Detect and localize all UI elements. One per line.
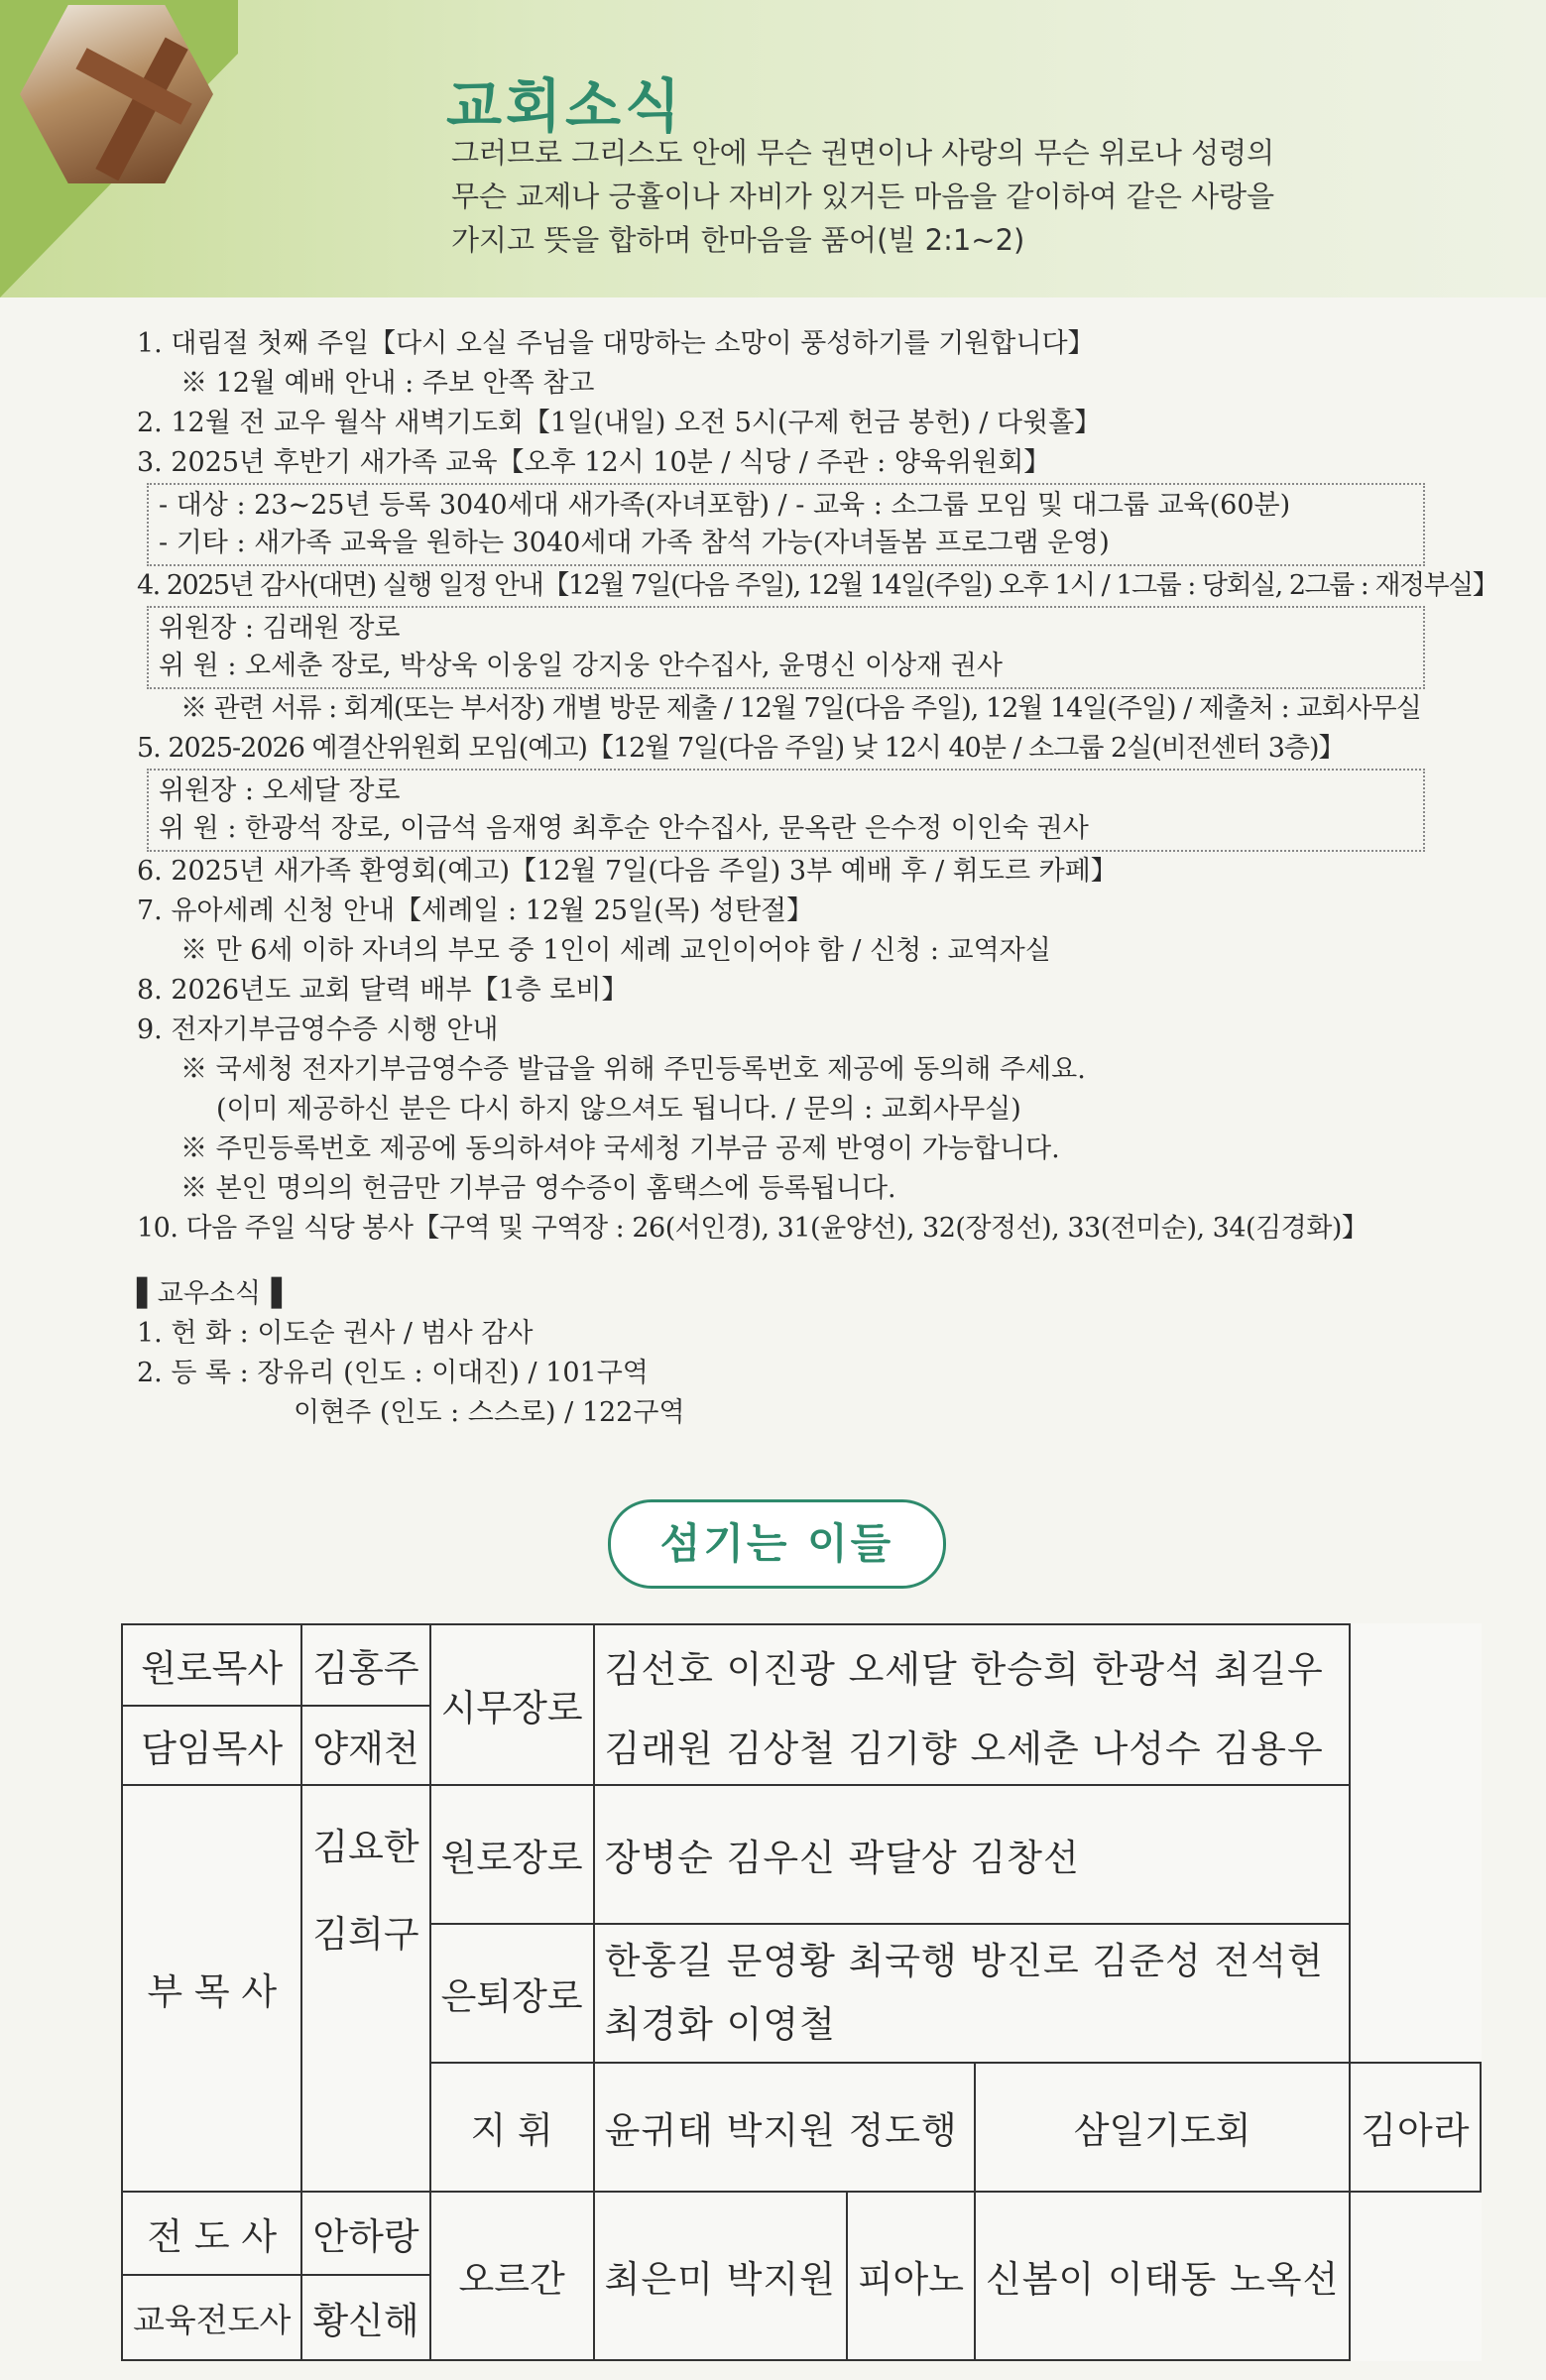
members-news-item: 이현주 (인도 : 스스로) / 122구역 (294, 1397, 685, 1428)
verse-line: 무슨 교제나 긍휼이나 자비가 있거든 마음을 같이하여 같은 사랑을 (451, 179, 1275, 213)
name-evangelist: 안하랑 (301, 2192, 429, 2275)
notice-detail-box (147, 769, 1425, 852)
name-senior-pastor: 양재천 (301, 1706, 429, 1785)
label-retired-elders: 은퇴장로 (430, 1924, 594, 2063)
label-active-elders: 시무장로 (430, 1624, 594, 1785)
notice-detail-box (147, 483, 1425, 566)
names-active-elders: 김래원 김상철 김기향 오세춘 나성수 김용우 (594, 1706, 1351, 1785)
church-news-list (137, 324, 1498, 1433)
label-piano: 피아노 (847, 2192, 975, 2360)
notice-note: (이미 제공하신 분은 다시 하지 않으셔도 됩니다. / 문의 : 교회사무실) (216, 1094, 1021, 1125)
names-associate-pastors (301, 1785, 429, 2192)
notice-note: ※ 관련 서류 : 회계(또는 부서장) 개별 방문 제출 / 12월 7일(다음 주일), 12월 14일(주일) / 제출처 : 교회사무실 (180, 693, 1421, 724)
members-news-item: 2. 등 록 : 장유리 (인도 : 이대진) / 101구역 (137, 1358, 649, 1388)
notice-note: ※ 본인 명의의 헌금만 기부금 영수증이 홈택스에 등록됩니다. (180, 1173, 896, 1204)
notice-detail-box (147, 606, 1425, 689)
names-active-elders: 김선호 이진광 오세달 한승희 한광석 최길우 (594, 1624, 1351, 1706)
staff-table (121, 1623, 1482, 2361)
notice-item: 3. 2025년 후반기 새가족 교육【오후 12시 10분 / 식당 / 주관 : 양육위원회】 (137, 447, 1051, 478)
notice-note: ※ 12월 예배 안내 : 주보 안쪽 참고 (180, 368, 595, 399)
name-education-evangelist: 황신해 (301, 2275, 429, 2360)
notice-item: 2. 12월 전 교우 월삭 새벽기도회【1일(내일) 오전 5시(구제 헌금 봉헌) / 다윗홀】 (137, 408, 1102, 438)
notice-item: 5. 2025-2026 예결산위원회 모임(예고)【12월 7일(다음 주일) 낮 12시 40분 / 소그룹 2실(비전센터 3층)】 (137, 733, 1345, 764)
associate-pastor-name: 김희구 (312, 1913, 419, 1956)
notice-item: 4. 2025년 감사(대면) 실행 일정 안내【12월 7일(다음 주일), 12월 14일(주일) 오후 1시 / 1그룹 : 당회실, 2그룹 : 재정부실】 (137, 570, 1498, 601)
notice-item: 10. 다음 주일 식당 봉사【구역 및 구역장 : 26(서인경), 31(윤양선), 32(장정선), 33(전미순), 34(김경화)】 (137, 1213, 1368, 1244)
notice-item: 6. 2025년 새가족 환영회(예고)【12월 7일(다음 주일) 3부 예배 후 / 휘도르 카페】 (137, 856, 1118, 887)
notice-detail: 위원장 : 오세달 장로 (159, 775, 401, 806)
notice-note: ※ 만 6세 이하 자녀의 부모 중 1인이 세례 교인이어야 함 / 신청 : 교역자실 (180, 935, 1051, 966)
members-news-heading: ▌교우소식▐ (137, 1278, 282, 1309)
bible-verse (451, 131, 1443, 262)
label-evangelist: 전 도 사 (122, 2192, 301, 2275)
verse-line: 가지고 뜻을 합하며 한마음을 품어(빌 2:1~2) (451, 223, 1025, 257)
notice-note: ※ 주민등록번호 제공에 동의하셔야 국세청 기부금 공제 반영이 가능합니다. (180, 1133, 1060, 1164)
label-conductor: 지 휘 (430, 2063, 594, 2192)
names-retired-elders (594, 1924, 1351, 2063)
label-organ: 오르간 (430, 2192, 594, 2360)
label-senior-pastor: 담임목사 (122, 1706, 301, 1785)
staff-section-title: 섬기는 이들 (608, 1499, 946, 1589)
names-organ: 최은미 박지원 (594, 2192, 847, 2360)
name-wednesday-prayer: 김아라 (1350, 2063, 1481, 2192)
notice-item: 8. 2026년도 교회 달력 배부【1층 로비】 (137, 975, 629, 1006)
notice-detail: 위 원 : 오세춘 장로, 박상욱 이웅일 강지웅 안수집사, 윤명신 이상재 권사 (159, 651, 1003, 681)
name-emeritus-pastor: 김홍주 (301, 1624, 429, 1706)
names-piano: 신봄이 이태동 노옥선 (975, 2192, 1350, 2360)
notice-note: ※ 국세청 전자기부금영수증 발급을 위해 주민등록번호 제공에 동의해 주세요. (180, 1054, 1086, 1085)
label-associate-pastor: 부 목 사 (122, 1785, 301, 2192)
page-title: 교회소식 (446, 72, 685, 140)
notice-detail: 위 원 : 한광석 장로, 이금석 음재영 최후순 안수집사, 문옥란 은수정 이인숙 권사 (159, 813, 1089, 844)
notice-detail: - 대상 : 23~25년 등록 3040세대 새가족(자녀포함) / - 교육 : 소그룹 모임 및 대그룹 교육(60분) (159, 490, 1291, 521)
label-wednesday-prayer: 삼일기도회 (975, 2063, 1350, 2192)
notice-detail: 위원장 : 김래원 장로 (159, 613, 401, 644)
members-news-item: 1. 헌 화 : 이도순 권사 / 범사 감사 (137, 1318, 534, 1349)
retired-elders-line: 한홍길 문영황 최국행 방진로 김준성 전석현 (604, 1940, 1324, 1982)
header-banner (0, 0, 1546, 298)
retired-elders-line: 최경화 이영철 (604, 2003, 836, 2046)
names-conductor: 윤귀태 박지원 정도행 (594, 2063, 975, 2192)
verse-line: 그러므로 그리스도 안에 무슨 권면이나 사랑의 무슨 위로나 성령의 (451, 136, 1275, 170)
names-emeritus-elders: 장병순 김우신 곽달상 김창선 (594, 1785, 1351, 1924)
notice-item: 9. 전자기부금영수증 시행 안내 (137, 1014, 499, 1045)
notice-item: 1. 대림절 첫째 주일【다시 오실 주님을 대망하는 소망이 풍성하기를 기원합니다】 (137, 328, 1095, 359)
spacer (137, 1249, 1426, 1274)
associate-pastor-name: 김요한 (312, 1826, 419, 1868)
label-education-evangelist: 교육전도사 (122, 2275, 301, 2360)
label-emeritus-pastor: 원로목사 (122, 1624, 301, 1706)
label-emeritus-elders: 원로장로 (430, 1785, 594, 1924)
notice-detail: - 기타 : 새가족 교육을 원하는 3040세대 가족 참석 가능(자녀돌봄 프로그램 운영) (159, 528, 1110, 558)
notice-item: 7. 유아세례 신청 안내【세례일 : 12월 25일(목) 성탄절】 (137, 895, 814, 926)
